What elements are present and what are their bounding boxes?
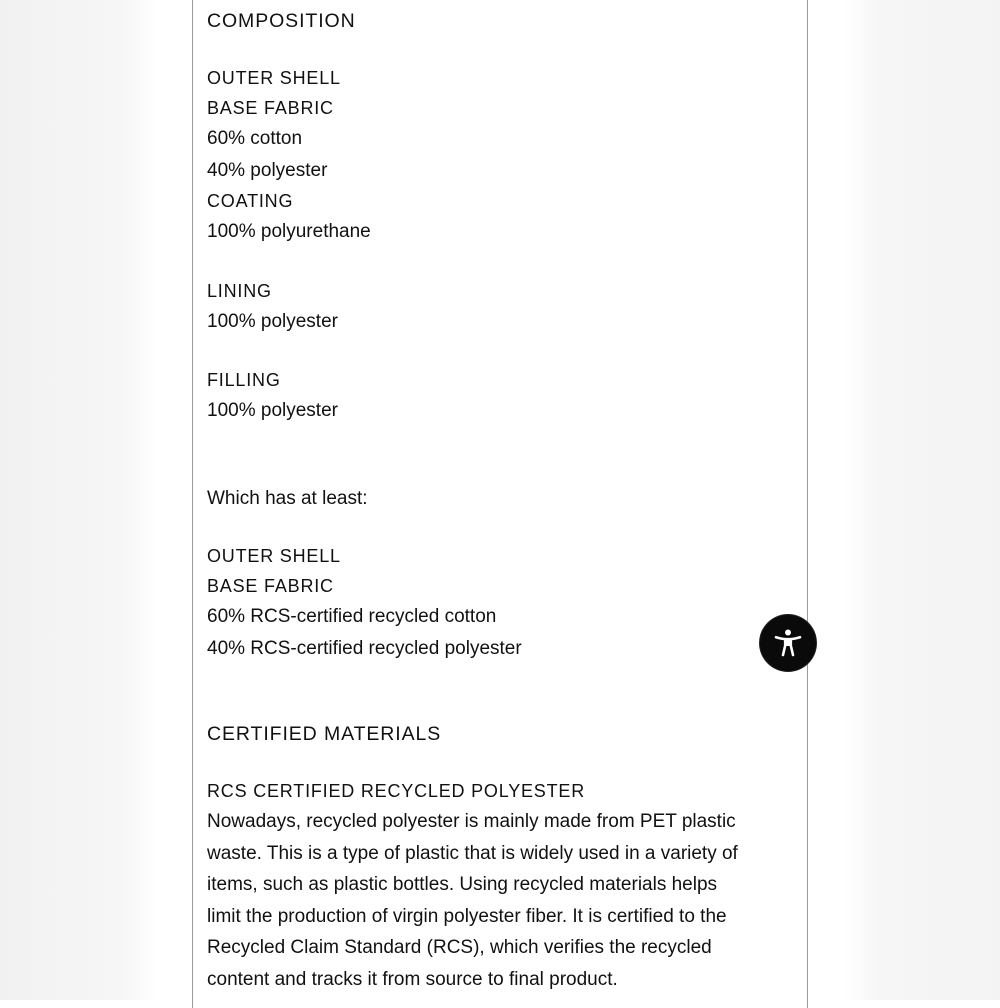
filling-polyester: 100% polyester <box>207 400 338 421</box>
accessibility-person-icon <box>771 626 805 660</box>
lining-label: LINING <box>207 280 272 301</box>
at-least-recycled-polyester: 40% RCS-certified recycled polyester <box>207 637 522 659</box>
coating-polyurethane: 100% polyurethane <box>207 221 371 242</box>
at-least-base-fabric-label: BASE FABRIC <box>207 576 334 596</box>
outer-shell-label: OUTER SHELL <box>207 68 341 88</box>
rcs-description-line: waste. This is a type of plastic that is widely used in a variety of <box>207 842 738 864</box>
rcs-description-line: Nowadays, recycled polyester is mainly made from PET plastic <box>207 811 736 832</box>
at-least-recycled-cotton: 60% RCS-certified recycled cotton <box>207 606 497 627</box>
base-fabric-cotton: 60% cotton <box>207 128 303 149</box>
rcs-description-line: Recycled Claim Standard (RCS), which verifies the recycled <box>207 937 712 959</box>
composition-heading: COMPOSITION <box>207 10 356 32</box>
product-details-content <box>207 6 797 996</box>
base-fabric-polyester: 40% polyester <box>207 159 328 181</box>
accessibility-button[interactable] <box>760 615 816 671</box>
certified-materials-heading: CERTIFIED MATERIALS <box>207 723 442 745</box>
product-details-panel <box>192 0 808 1008</box>
rcs-description-line: content and tracks it from source to final product. <box>207 968 618 990</box>
rcs-polyester-title: RCS CERTIFIED RECYCLED POLYESTER <box>207 781 586 801</box>
rcs-description-line: items, such as plastic bottles. Using recycled materials helps <box>207 874 718 896</box>
rcs-description-line: limit the production of virgin polyester fiber. It is certified to the <box>207 905 727 927</box>
lining-polyester: 100% polyester <box>207 310 338 332</box>
at-least-intro: Which has at least: <box>207 487 368 509</box>
filling-label: FILLING <box>207 370 281 390</box>
at-least-outer-shell-label: OUTER SHELL <box>207 546 341 566</box>
coating-label: COATING <box>207 191 294 211</box>
base-fabric-label: BASE FABRIC <box>207 98 334 118</box>
rcs-polyester-description <box>207 806 797 996</box>
